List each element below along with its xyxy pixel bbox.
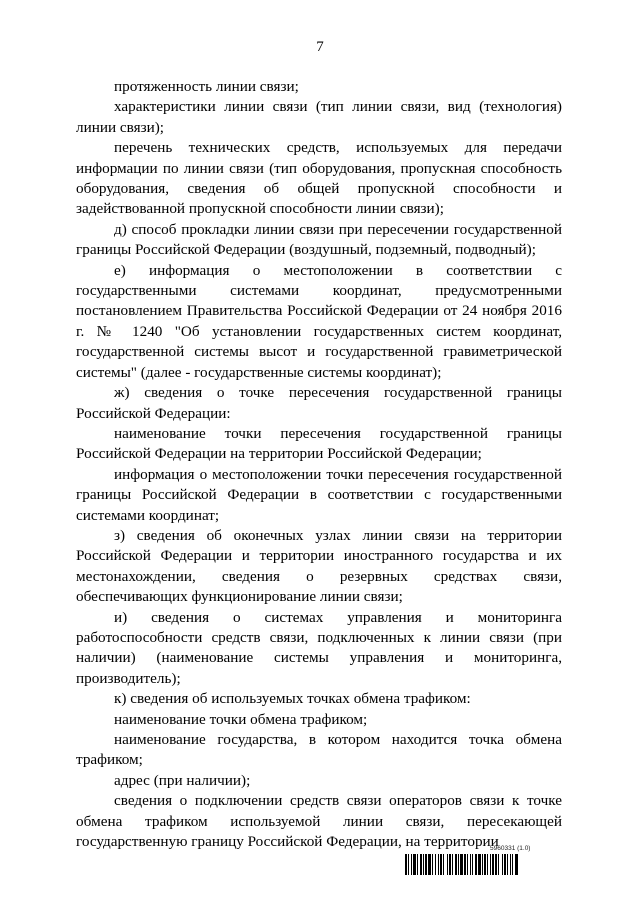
paragraph: к) сведения об используемых точках обмена трафиком: xyxy=(114,690,471,708)
paragraph: д) способ прокладки линии связи при пересечении государственной границы Российской Федерации (воздушный, подземный, подводный); xyxy=(76,220,562,259)
paragraph: е) информация о местоположении в соответствии с государственными системами координат, предусмотренными постановлением Правительства Российской Федерации от 24 ноября 2016 г. № 1240 "Об установлении государственных систем координат, государственной системы высот и государственной гравиметрической системы" (далее - государственные системы координат); xyxy=(76,261,562,381)
paragraph: перечень технических средств, используемых для передачи информации по линии связи (тип оборудования, пропускная способность оборудования, сведения об общей пропускной способности и задействованной пропускной способности линии связи); xyxy=(76,139,562,218)
document-code: 5960331 (1.0) xyxy=(490,845,531,852)
paragraph: з) сведения об оконечных узлах линии связи на территории Российской Федерации и территории иностранного государства и их местонахождении, сведения о резервных средствах связи, обеспечивающих функционирование линии связи; xyxy=(76,526,562,606)
barcode-bar xyxy=(518,854,519,875)
paragraph: наименование точки пересечения государственной границы Российской Федерации на территории Российской Федерации; xyxy=(76,424,562,463)
paragraph: наименование точки обмена трафиком; xyxy=(114,710,368,728)
paragraph: характеристики линии связи (тип линии связи, вид (технология) линии связи); xyxy=(76,98,562,136)
paragraph: и) сведения о системах управления и мониторинга работоспособности средств связи, подключенных к линии связи (при наличии) (наименование системы управления и мониторинга, производитель); xyxy=(76,608,562,687)
barcode xyxy=(405,854,563,875)
paragraph: информация о местоположении точки пересечения государственной границы Российской Федерации в соответствии с государственными системами координат; xyxy=(76,465,562,524)
paragraph: адрес (при наличии); xyxy=(114,771,251,789)
paragraph: протяженность линии связи; xyxy=(114,78,299,95)
paragraph: сведения о подключении средств связи операторов связи к точке обмена трафиком используемой линии связи, пересекающей государственную границу Российской Федерации, на территории xyxy=(76,792,562,851)
paragraph: наименование государства, в котором находится точка обмена трафиком; xyxy=(76,731,562,769)
paragraph: ж) сведения о точке пересечения государственной границы Российской Федерации: xyxy=(76,384,562,422)
document-body xyxy=(76,77,562,852)
page-number: 7 xyxy=(316,39,324,55)
